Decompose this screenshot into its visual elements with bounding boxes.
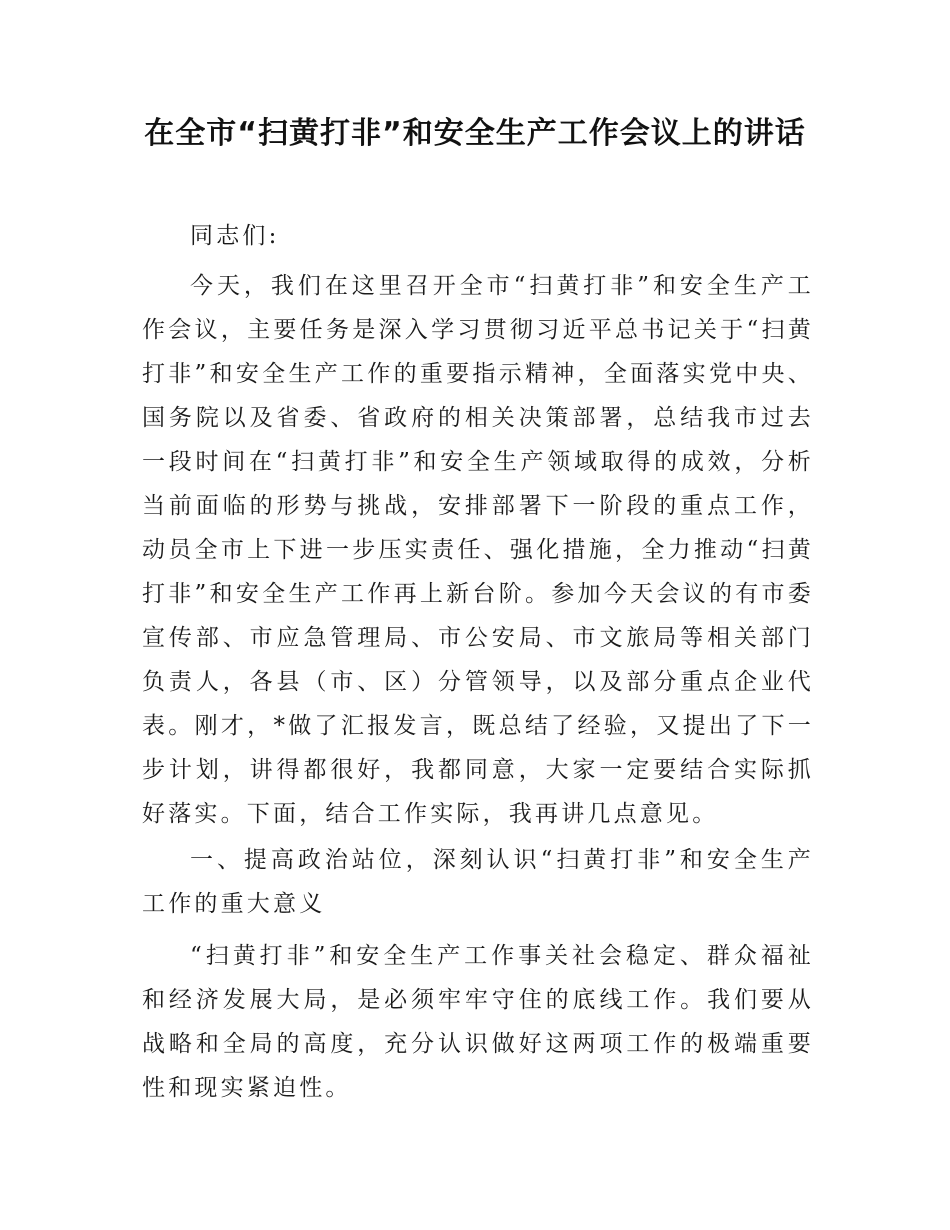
paragraph-intro: 今天，我们在这里召开全市“扫黄打非”和安全生产工作会议，主要任务是深入学习贯彻习近平总书记关于“扫黄打非”和安全生产工作的重要指示精神，全面落实党中央、国务院以及省委、省政府的相关决策部署，总结我市过去一段时间在“扫黄打非”和安全生产领域取得的成效，分析当前面临的形势与挑战，安排部署下一阶段的重点工作，动员全市上下进一步压实责任、强化措施，全力推动“扫黄打非”和安全生产工作再上新台阶。参加今天会议的有市委宣传部、市应急管理局、市公安局、市文旅局等相关部门负责人，各县（市、区）分管领导，以及部分重点企业代表。刚才，*做了汇报发言，既总结了经验，又提出了下一步计划，讲得都很好，我都同意，大家一定要结合实际抓好落实。下面，结合工作实际，我再讲几点意见。 <box>142 273 814 827</box>
paragraph-section-1: “扫黄打非”和安全生产工作事关社会稳定、群众福祉和经济发展大局，是必须牢牢守住的底线工作。我们要从战略和全局的高度，充分认识做好这两项工作的极端重要性和现实紧迫性。 <box>142 943 814 1101</box>
document-title: 在全市“扫黄打非”和安全生产工作会议上的讲话 <box>144 116 806 151</box>
salutation: 同志们: <box>190 223 280 249</box>
section-heading-1: 一、提高政治站位，深刻认识“扫黄打非”和安全生产工作的重大意义 <box>142 847 814 917</box>
